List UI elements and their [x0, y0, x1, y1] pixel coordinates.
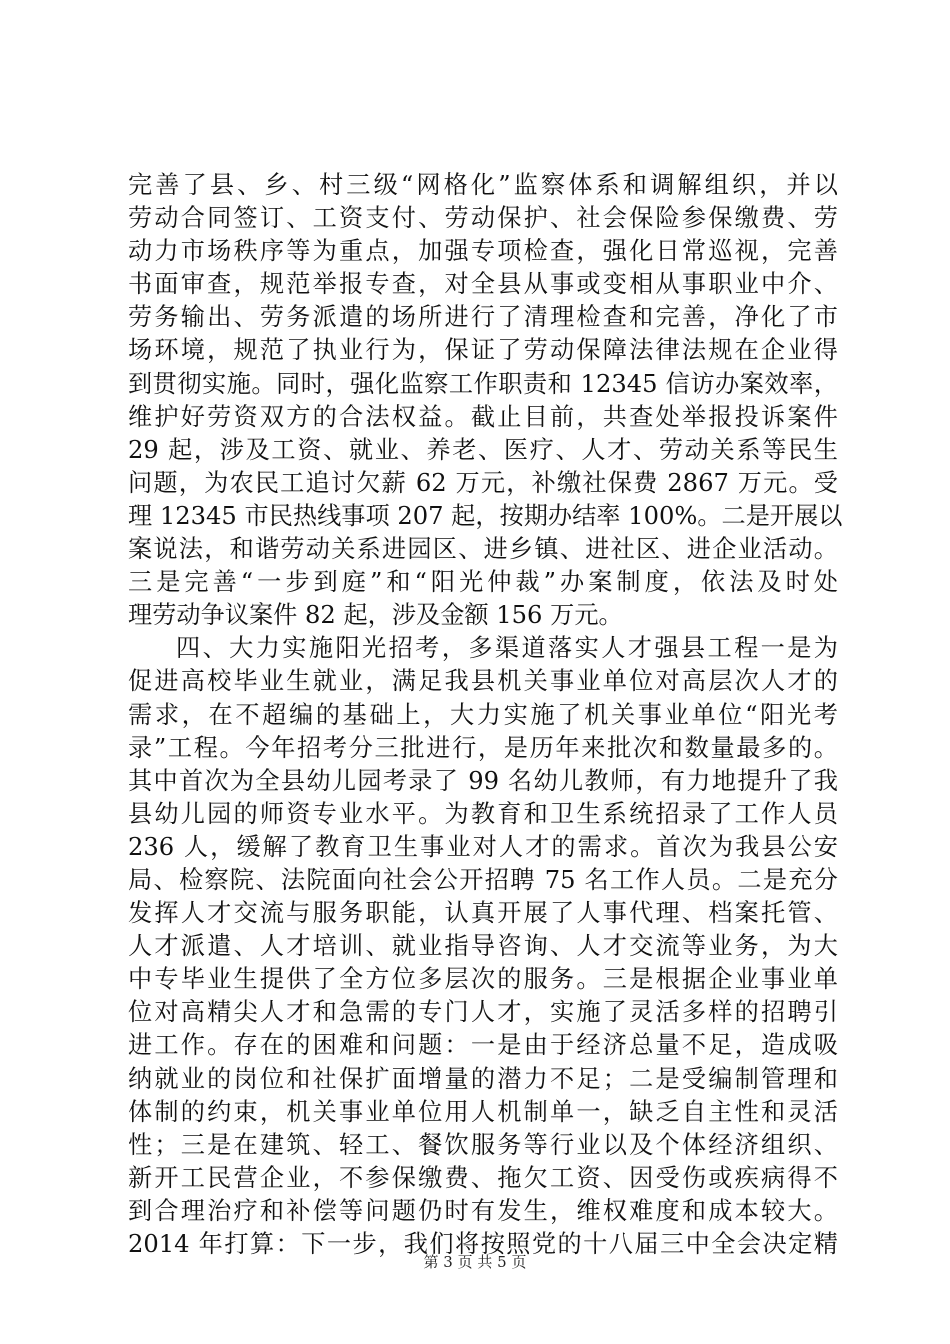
- text-line: 位对高精尖人才和急需的专门人才，实施了灵活多样的招聘引: [128, 998, 838, 1027]
- text-line: 县幼儿园的师资专业水平。为教育和卫生系统招录了工作人员: [128, 799, 838, 828]
- text-line: 236 人，缓解了教育卫生事业对人才的需求。首次为我县公安: [128, 832, 838, 861]
- text-line: 人才派遣、人才培训、就业指导咨询、人才交流等业务，为大: [128, 932, 838, 961]
- text-line: 体制的约束，机关事业单位用人机制单一，缺乏自主性和灵活: [128, 1097, 838, 1126]
- text-line: 到贯彻实施。同时，强化监察工作职责和 12345 信访办案效率，: [128, 369, 838, 398]
- text-line: 书面审查，规范举报专查，对全县从事或变相从事职业中介、: [128, 270, 838, 299]
- text-line: 理 12345 市民热线事项 207 起，按期办结率 100%。二是开展以: [128, 501, 843, 530]
- text-line: 新开工民营企业，不参保缴费、拖欠工资、因受伤或疾病得不: [128, 1163, 838, 1192]
- text-line: 到合理治疗和补偿等问题仍时有发生，维权难度和成本较大。: [128, 1196, 838, 1225]
- text-line: 录”工程。今年招考分三批进行，是历年来批次和数量最多的。: [128, 733, 838, 762]
- text-line: 维护好劳资双方的合法权益。截止目前，共查处举报投诉案件: [128, 402, 838, 431]
- text-line: 进工作。存在的困难和问题：一是由于经济总量不足，造成吸: [128, 1031, 838, 1060]
- text-line: 2014 年打算：下一步，我们将按照党的十八届三中全会决定精: [128, 1230, 838, 1258]
- text-line: 场环境，规范了执业行为，保证了劳动保障法律法规在企业得: [128, 336, 838, 365]
- text-line: 其中首次为全县幼儿园考录了 99 名幼儿教师，有力地提升了我: [128, 766, 838, 795]
- text-line: 案说法，和谐劳动关系进园区、进乡镇、进社区、进企业活动。: [128, 535, 838, 564]
- text-line: 局、检察院、法院面向社会公开招聘 75 名工作人员。二是充分: [128, 865, 838, 894]
- text-line: 中专毕业生提供了全方位多层次的服务。三是根据企业事业单: [128, 965, 838, 994]
- text-line: 动力市场秩序等为重点，加强专项检查，强化日常巡视，完善: [128, 237, 838, 266]
- section-heading-line: 四、大力实施阳光招考，多渠道落实人才强县工程一是为: [176, 634, 838, 663]
- text-line: 劳务输出、劳务派遣的场所进行了清理检查和完善，净化了市: [128, 303, 838, 332]
- text-line: 性；三是在建筑、轻工、餐饮服务等行业以及个体经济组织、: [128, 1130, 838, 1159]
- text-line: 完善了县、乡、村三级“网格化”监察体系和调解组织，并以: [128, 171, 838, 199]
- text-line: 三是完善“一步到庭”和“阳光仲裁”办案制度，依法及时处: [128, 568, 838, 597]
- text-line: 劳动合同签订、工资支付、劳动保护、社会保险参保缴费、劳: [128, 204, 838, 233]
- text-line: 纳就业的岗位和社保扩面增量的潜力不足；二是受编制管理和: [128, 1064, 838, 1093]
- text-line: 发挥人才交流与服务职能，认真开展了人事代理、档案托管、: [128, 899, 838, 928]
- text-line: 问题，为农民工追讨欠薪 62 万元，补缴社保费 2867 万元。受: [128, 468, 838, 497]
- text-line: 需求，在不超编的基础上，大力实施了机关事业单位“阳光考: [128, 700, 838, 729]
- body-text: [128, 169, 843, 1261]
- text-line: 促进高校毕业生就业，满足我县机关事业单位对高层次人才的: [128, 667, 838, 696]
- text-line: 理劳动争议案件 82 起，涉及金额 156 万元。: [128, 601, 623, 630]
- text-line: 29 起，涉及工资、就业、养老、医疗、人才、劳动关系等民生: [128, 435, 838, 464]
- page-number-footer: 第 3 页 共 5 页: [423, 1253, 527, 1271]
